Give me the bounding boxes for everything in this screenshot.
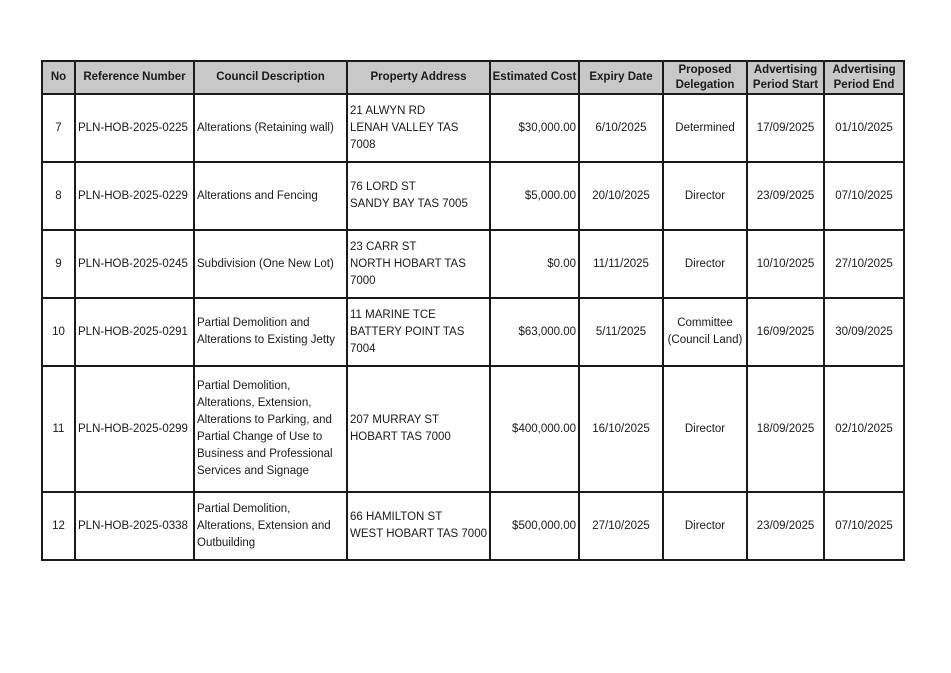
table-row <box>42 298 904 366</box>
cell-proposed-delegation <box>663 230 747 298</box>
cell-property-address-line: HOBART TAS 7000 <box>350 431 451 443</box>
cell-council-description <box>194 94 347 162</box>
header-label: Estimated Cost <box>492 71 577 83</box>
table-body <box>42 94 904 560</box>
cell-reference-number: PLN-HOB-2025-0225 <box>75 94 194 162</box>
header-label: No <box>50 71 67 83</box>
cell-property-address <box>347 162 490 230</box>
cell-proposed-delegation-line: Director <box>684 257 726 270</box>
cell-no: 12 <box>42 492 75 560</box>
table-row <box>42 492 904 560</box>
cell-property-address <box>347 366 490 492</box>
cell-proposed-delegation-line: Committee <box>677 317 733 329</box>
header-label: Council Description <box>216 71 325 83</box>
header-label: Proposed <box>678 63 732 76</box>
proposed-delegation-header <box>663 61 747 94</box>
cell-reference-number: PLN-HOB-2025-0245 <box>75 230 194 298</box>
cell-property-address-line: SANDY BAY TAS 7005 <box>350 198 468 210</box>
cell-advertising-period-start: 18/09/2025 <box>747 366 824 492</box>
header-label: Delegation <box>675 78 735 91</box>
cell-property-address-line: 207 MURRAY ST <box>350 414 440 426</box>
cell-council-description-line: Business and Professional <box>197 448 333 460</box>
cell-property-address-line: NORTH HOBART TAS 7000 <box>350 257 466 287</box>
property-address-header <box>347 61 490 94</box>
cell-council-description <box>194 298 347 366</box>
cell-property-address-line: 11 MARINE TCE <box>350 308 436 321</box>
cell-council-description-line: Alterations (Retaining wall) <box>197 121 334 134</box>
estimated-cost-header <box>490 61 579 94</box>
planning-applications-table <box>41 60 905 561</box>
cell-proposed-delegation <box>663 492 747 560</box>
table-row <box>42 162 904 230</box>
cell-council-description-line: Alterations, Extension, <box>197 397 312 409</box>
cell-estimated-cost: $5,000.00 <box>490 162 579 230</box>
cell-property-address <box>347 298 490 366</box>
cell-no: 10 <box>42 298 75 366</box>
cell-advertising-period-end: 02/10/2025 <box>824 366 904 492</box>
cell-advertising-period-start: 10/10/2025 <box>747 230 824 298</box>
cell-proposed-delegation-line: Director <box>684 422 726 435</box>
cell-property-address <box>347 492 490 560</box>
header-label: Advertising <box>832 63 896 76</box>
cell-property-address-line: WEST HOBART TAS 7000 <box>350 528 487 540</box>
cell-reference-number: PLN-HOB-2025-0229 <box>75 162 194 230</box>
cell-advertising-period-end: 30/09/2025 <box>824 298 904 366</box>
cell-expiry-date: 5/11/2025 <box>579 298 663 366</box>
header-label: Expiry Date <box>589 71 653 83</box>
cell-no: 7 <box>42 94 75 162</box>
cell-advertising-period-start: 16/09/2025 <box>747 298 824 366</box>
cell-no: 11 <box>42 366 75 492</box>
cell-no: 9 <box>42 230 75 298</box>
cell-advertising-period-end: 07/10/2025 <box>824 492 904 560</box>
reference-number-header <box>75 61 194 94</box>
cell-estimated-cost: $0.00 <box>490 230 579 298</box>
cell-expiry-date: 16/10/2025 <box>579 366 663 492</box>
cell-proposed-delegation <box>663 298 747 366</box>
cell-advertising-period-end: 27/10/2025 <box>824 230 904 298</box>
no-header <box>42 61 75 94</box>
cell-reference-number: PLN-HOB-2025-0291 <box>75 298 194 366</box>
cell-no: 8 <box>42 162 75 230</box>
cell-reference-number: PLN-HOB-2025-0299 <box>75 366 194 492</box>
cell-expiry-date: 11/11/2025 <box>579 230 663 298</box>
advertising-period-end-header <box>824 61 904 94</box>
cell-advertising-period-start: 23/09/2025 <box>747 162 824 230</box>
cell-council-description-line: Alterations, Extension and <box>197 519 331 532</box>
header-label: Advertising <box>753 63 818 76</box>
cell-reference-number: PLN-HOB-2025-0338 <box>75 492 194 560</box>
planning-applications-sheet <box>41 60 903 561</box>
header-label: Period Start <box>752 78 819 91</box>
cell-expiry-date: 20/10/2025 <box>579 162 663 230</box>
cell-council-description-line: Alterations and Fencing <box>197 189 318 202</box>
header-label: Period End <box>833 78 895 91</box>
header-row <box>42 61 904 94</box>
header-label: Reference Number <box>83 71 186 83</box>
cell-council-description-line: Partial Change of Use to <box>197 431 323 443</box>
cell-proposed-delegation-line: Director <box>684 189 726 202</box>
table-row <box>42 94 904 162</box>
council-description-header <box>194 61 347 94</box>
cell-council-description-line: Partial Demolition and <box>197 317 310 329</box>
cell-council-description-line: Outbuilding <box>197 536 256 549</box>
cell-expiry-date: 6/10/2025 <box>579 94 663 162</box>
cell-council-description <box>194 230 347 298</box>
cell-council-description <box>194 366 347 492</box>
expiry-date-header <box>579 61 663 94</box>
cell-property-address-line: 66 HAMILTON ST <box>350 511 443 523</box>
cell-advertising-period-end: 01/10/2025 <box>824 94 904 162</box>
table-row <box>42 366 904 492</box>
cell-estimated-cost: $400,000.00 <box>490 366 579 492</box>
cell-expiry-date: 27/10/2025 <box>579 492 663 560</box>
cell-council-description <box>194 492 347 560</box>
cell-advertising-period-start: 23/09/2025 <box>747 492 824 560</box>
cell-proposed-delegation <box>663 94 747 162</box>
cell-property-address <box>347 230 490 298</box>
cell-proposed-delegation-line: Determined <box>675 121 735 134</box>
cell-property-address-line: 21 ALWYN RD <box>350 104 426 117</box>
cell-property-address-line: LENAH VALLEY TAS 7008 <box>350 121 459 151</box>
cell-property-address-line: 23 CARR ST <box>350 240 417 253</box>
cell-estimated-cost: $63,000.00 <box>490 298 579 366</box>
cell-property-address-line: BATTERY POINT TAS 7004 <box>350 325 465 355</box>
cell-estimated-cost: $500,000.00 <box>490 492 579 560</box>
cell-council-description-line: Alterations to Existing Jetty <box>197 334 336 346</box>
cell-council-description-line: Alterations to Parking, and <box>197 414 332 426</box>
cell-proposed-delegation-line: (Council Land) <box>667 334 743 346</box>
cell-proposed-delegation <box>663 366 747 492</box>
advertising-period-start-header <box>747 61 824 94</box>
cell-council-description-line: Subdivision (One New Lot) <box>197 257 334 270</box>
cell-advertising-period-start: 17/09/2025 <box>747 94 824 162</box>
cell-council-description <box>194 162 347 230</box>
cell-proposed-delegation <box>663 162 747 230</box>
table-row <box>42 230 904 298</box>
cell-property-address-line: 76 LORD ST <box>350 181 416 193</box>
cell-council-description-line: Services and Signage <box>197 465 309 477</box>
cell-proposed-delegation-line: Director <box>684 519 726 532</box>
cell-council-description-line: Partial Demolition, <box>197 502 291 515</box>
cell-advertising-period-end: 07/10/2025 <box>824 162 904 230</box>
cell-estimated-cost: $30,000.00 <box>490 94 579 162</box>
cell-property-address <box>347 94 490 162</box>
header-label: Property Address <box>370 71 467 83</box>
cell-council-description-line: Partial Demolition, <box>197 380 291 392</box>
